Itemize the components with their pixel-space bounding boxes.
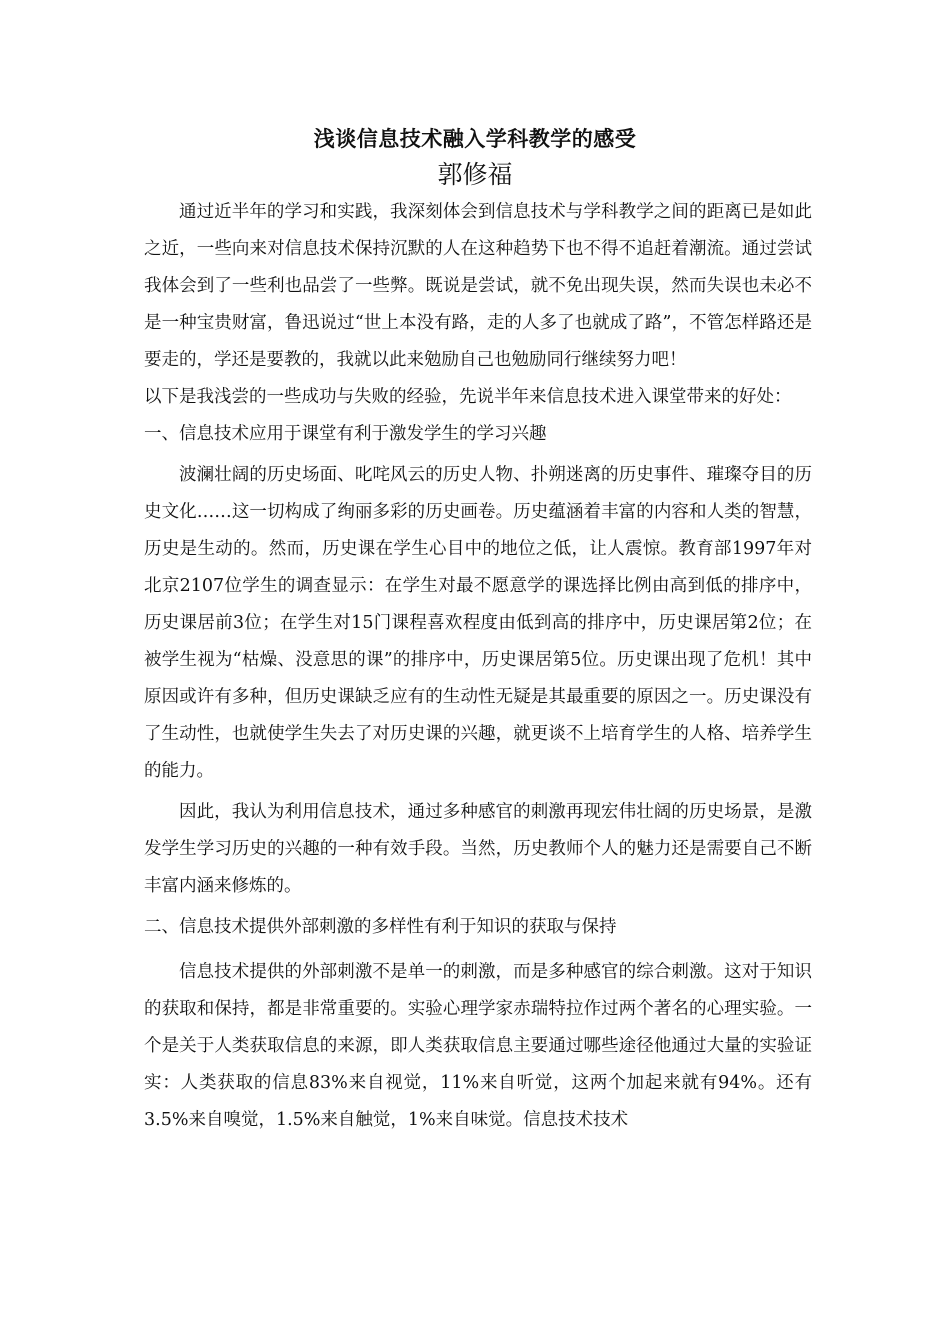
paragraph-intro: 通过近半年的学习和实践，我深刻体会到信息技术与学科教学之间的距离已是如此之近，一些向来对信息技术保持沉默的人在这种趋势下也不得不追赶着潮流。通过尝试我体会到了一些利也品尝了一些弊。既说是尝试，就不免出现失误，然而失误也未必不是一种宝贵财富，鲁迅说过“世上本没有路，走的人多了也就成了路”，不管怎样路还是要走的，学还是要教的，我就以此来勉励自己也勉励同行继续努力吧！ xyxy=(144,202,812,370)
paragraph-overview: 以下是我浅尝的一些成功与失败的经验，先说半年来信息技术进入课堂带来的好处： xyxy=(144,387,792,407)
document-author: 郭修福 xyxy=(437,160,513,189)
paragraph-stimulus: 信息技术提供的外部刺激不是单一的刺激，而是多种感官的综合刺激。这对于知识的获取和保持，都是非常重要的。实验心理学家赤瑞特拉作过两个著名的心理实验。一个是关于人类获取信息的来源，即人类获取信息主要通过哪些途径他通过大量的实验证实：人类获取的信息83%来自视觉，11%来自听觉，这两个加起来就有94%。还有3.5%来自嗅觉，1.5%来自触觉，1%来自味觉。信息技术技术 xyxy=(144,962,812,1130)
document-body xyxy=(144,194,812,1139)
paragraph-conclusion-1: 因此，我认为利用信息技术，通过多种感官的刺激再现宏伟壮阔的历史场景，是激发学生学习历史的兴趣的一种有效手段。当然，历史教师个人的魅力还是需要自己不断丰富内涵来修炼的。 xyxy=(144,802,812,896)
section-heading-1: 一、信息技术应用于课堂有利于激发学生的学习兴趣 xyxy=(144,424,547,444)
paragraph-history-interest: 波澜壮阔的历史场面、叱咤风云的历史人物、扑朔迷离的历史事件、璀璨夺目的历史文化……这一切构成了绚丽多彩的历史画卷。历史蕴涵着丰富的内容和人类的智慧，历史是生动的。然而，历史课在学生心目中的地位之低，让人震惊。教育部1997年对北京2107位学生的调查显示：在学生对最不愿意学的课选择比例由高到低的排序中，历史课居前3位；在学生对15门课程喜欢程度由低到高的排序中，历史课居第2位；在被学生视为“枯燥、没意思的课”的排序中，历史课居第5位。历史课出现了危机！其中原因或许有多种，但历史课缺乏应有的生动性无疑是其最重要的原因之一。历史课没有了生动性，也就使学生失去了对历史课的兴趣，就更谈不上培育学生的人格、培养学生的能力。 xyxy=(144,465,812,781)
section-heading-2: 二、信息技术提供外部刺激的多样性有利于知识的获取与保持 xyxy=(144,917,617,937)
document-title: 浅谈信息技术融入学科教学的感受 xyxy=(313,126,637,151)
